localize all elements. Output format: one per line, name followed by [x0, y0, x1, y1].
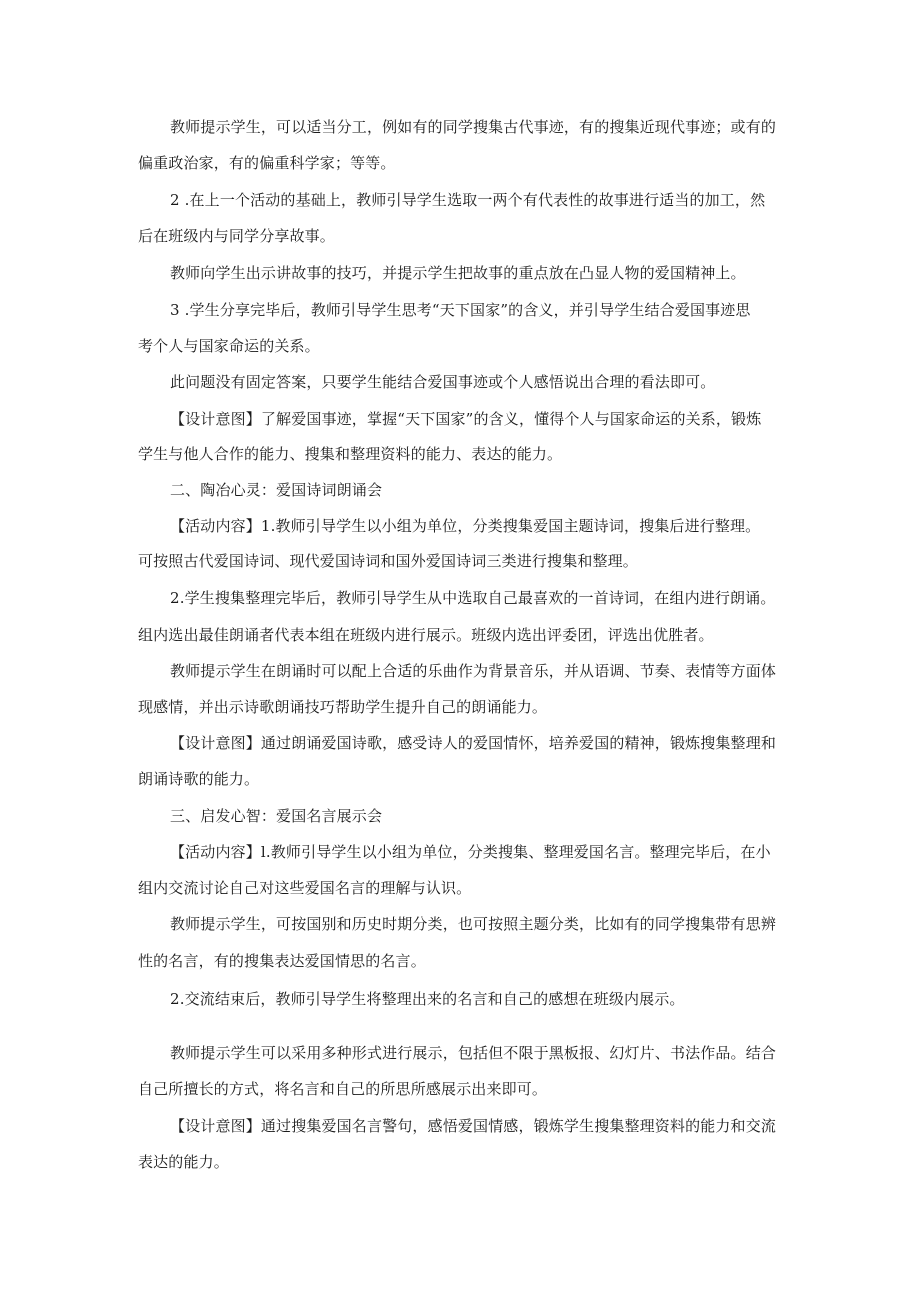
- paragraph-line: 学生与他人合作的能力、搜集和整理资料的能力、表达的能力。: [138, 445, 563, 463]
- paragraph-line: 3 .学生分享完毕后，教师引导学生思考“天下国家”的含义，并引导学生结合爱国事迹思: [170, 301, 751, 319]
- paragraph-line: 2.交流结束后，教师引导学生将整理出来的名言和自己的感想在班级内展示。: [170, 990, 685, 1008]
- paragraph-line: 此问题没有固定答案，只要学生能结合爱国事迹或个人感悟说出合理的看法即可。: [170, 373, 716, 391]
- paragraph-line: 【设计意图】通过朗诵爱国诗歌，感受诗人的爱国情怀，培养爱国的精神，锻炼搜集整理和: [170, 734, 777, 752]
- paragraph-line: 表达的能力。: [138, 1153, 229, 1171]
- paragraph-line: 【活动内容】1.教师引导学生以小组为单位，分类搜集爱国主题诗词，搜集后进行整理。: [170, 517, 761, 535]
- paragraph-line: 教师提示学生，可按国别和历史时期分类，也可按照主题分类，比如有的同学搜集带有思辨: [170, 915, 777, 933]
- paragraph-line: 教师提示学生可以采用多种形式进行展示，包括但不限于黑板报、幻灯片、书法作品。结合: [170, 1044, 777, 1062]
- paragraph-line: 2 .在上一个活动的基础上，教师引导学生选取一两个有代表性的故事进行适当的加工，然: [170, 191, 766, 209]
- paragraph-line: 考个人与国家命运的关系。: [138, 337, 320, 355]
- paragraph-line: 教师向学生出示讲故事的技巧，并提示学生把故事的重点放在凸显人物的爱国精神上。: [170, 264, 746, 282]
- paragraph-line: 自己所擅长的方式，将名言和自己的所思所感展示出来即可。: [138, 1080, 548, 1098]
- paragraph-line: 偏重政治家，有的偏重科学家；等等。: [138, 154, 396, 172]
- paragraph-line: 组内选出最佳朗诵者代表本组在班级内进行展示。班级内选出评委团，评选出优胜者。: [138, 626, 714, 644]
- paragraph-line: 教师提示学生，可以适当分工，例如有的同学搜集古代事迹，有的搜集近现代事迹；或有的: [170, 118, 777, 136]
- paragraph-line: 组内交流讨论自己对这些爱国名言的理解与认识。: [138, 879, 472, 897]
- paragraph-line: 教师提示学生在朗诵时可以配上合适的乐曲作为背景音乐，并从语调、节奏、表情等方面体: [170, 662, 777, 680]
- paragraph-line: 【设计意图】通过搜集爱国名言警句，感悟爱国情感，锻炼学生搜集整理资料的能力和交流: [170, 1117, 777, 1135]
- paragraph-line: 现感情，并出示诗歌朗诵技巧帮助学生提升自己的朗诵能力。: [138, 698, 548, 716]
- section-heading: 二、陶冶心灵：爱国诗词朗诵会: [170, 481, 383, 499]
- paragraph-line: 后在班级内与同学分享故事。: [138, 227, 335, 245]
- paragraph-line: 朗诵诗歌的能力。: [138, 770, 260, 788]
- section-heading: 三、启发心智：爱国名言展示会: [170, 807, 383, 825]
- paragraph-line: 2.学生搜集整理完毕后，教师引导学生从中选取自己最喜欢的一首诗词，在组内进行朗诵。: [170, 589, 776, 607]
- paragraph-line: 可按照古代爱国诗词、现代爱国诗词和国外爱国诗词三类进行搜集和整理。: [138, 552, 638, 570]
- paragraph-line: 性的名言，有的搜集表达爱国情思的名言。: [138, 952, 426, 970]
- paragraph-line: 【设计意图】了解爱国事迹，掌握“天下国家”的含义，懂得个人与国家命运的关系，锻炼: [170, 410, 762, 428]
- paragraph-line: 【活动内容】l.教师引导学生以小组为单位，分类搜集、整理爱国名言。整理完毕后，在小: [170, 843, 771, 861]
